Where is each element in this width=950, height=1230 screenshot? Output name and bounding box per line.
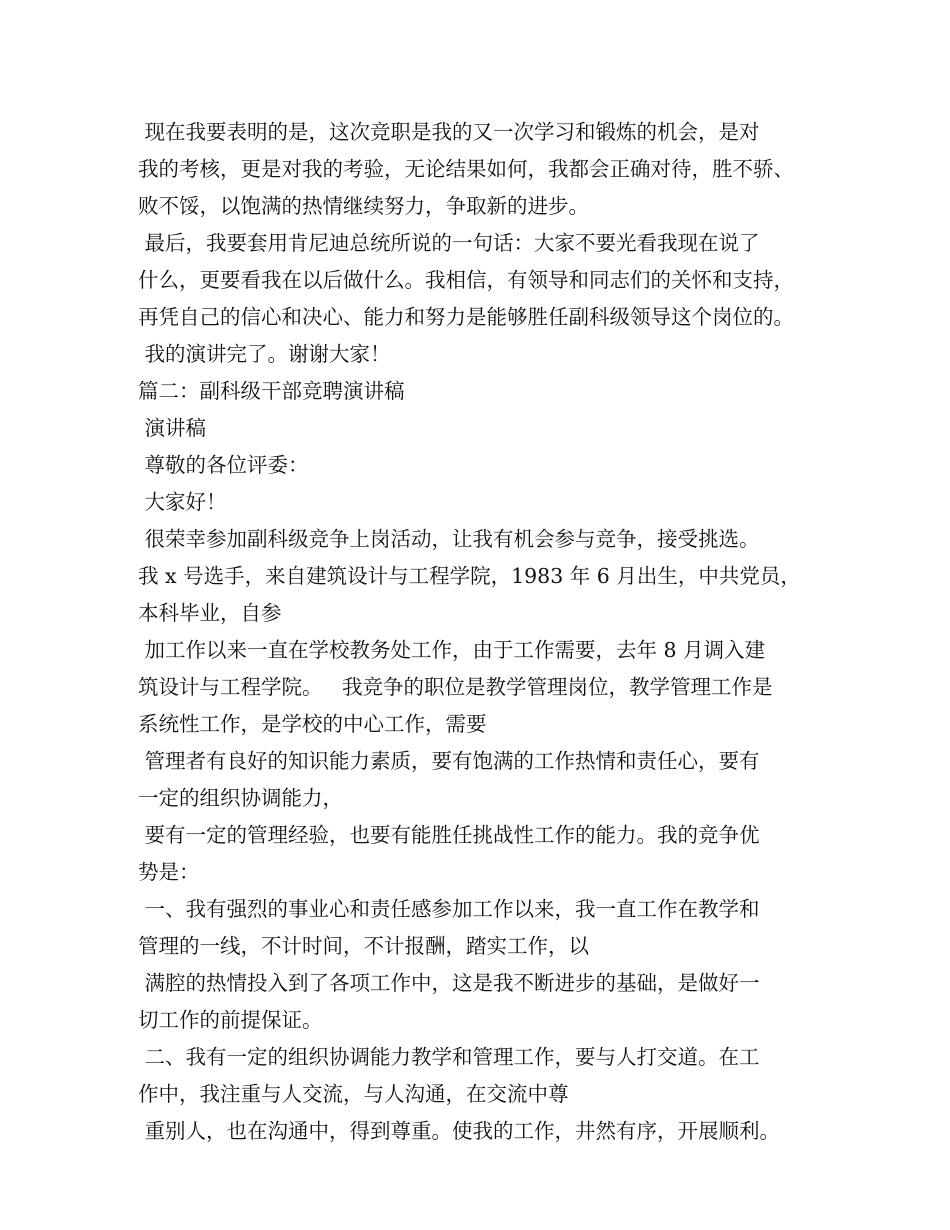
text-line: 一、我有强烈的事业心和责任感参加工作以来，我一直工作在教学和 [138, 897, 760, 921]
text-line: 系统性工作，是学校的中心工作，需要 [138, 712, 487, 736]
text-line: 尊敬的各位评委： [138, 453, 309, 477]
text-line: 势是： [138, 860, 200, 884]
text-line: 加工作以来一直在学校教务处工作，由于工作需要，去年 8 月调入建 [138, 638, 766, 662]
text-line: 切工作的前提保证。 [138, 1008, 323, 1032]
text-line: 作中，我注重与人交流，与人沟通，在交流中尊 [138, 1082, 569, 1106]
text-line: 我 x 号选手，来自建筑设计与工程学院，1983 年 6 月出生，中共党员， [138, 564, 801, 588]
text-line: 我的演讲完了。谢谢大家！ [138, 342, 391, 366]
text-line: 大家好！ [138, 490, 227, 514]
text-line: 重别人，也在沟通中，得到尊重。使我的工作，井然有序，开展顺利。 [138, 1119, 781, 1143]
text-line: 很荣幸参加副科级竞争上岗活动，让我有机会参与竞争，接受挑选。 [138, 527, 760, 551]
text-line: 现在我要表明的是，这次竞职是我的又一次学习和锻炼的机会，是对 [138, 120, 760, 144]
text-line: 满腔的热情投入到了各项工作中，这是我不断进步的基础，是做好一 [138, 971, 760, 995]
text-line: 再凭自己的信心和决心、能力和努力是能够胜任副科级领导这个岗位的。 [138, 305, 794, 329]
text-line: 本科毕业，自参 [138, 601, 282, 625]
text-line: 一定的组织协调能力， [138, 786, 343, 810]
text-line: 败不馁，以饱满的热情继续努力，争取新的进步。 [138, 194, 589, 218]
text-line: 要有一定的管理经验，也要有能胜任挑战性工作的能力。我的竞争优 [138, 823, 760, 847]
text-line: 我的考核，更是对我的考验，无论结果如何，我都会正确对待，胜不骄、 [138, 157, 794, 181]
text-line: 什么，更要看我在以后做什么。我相信，有领导和同志们的关怀和支持， [138, 268, 794, 292]
text-line: 筑设计与工程学院。 我竞争的职位是教学管理岗位，教学管理工作是 [138, 675, 773, 699]
text-line: 管理者有良好的知识能力素质，要有饱满的工作热情和责任心，要有 [138, 749, 760, 773]
text-line: 二、我有一定的组织协调能力教学和管理工作，要与人打交道。在工 [138, 1045, 760, 1069]
text-line: 管理的一线，不计时间，不计报酬，踏实工作，以 [138, 934, 589, 958]
document-body [138, 114, 828, 1150]
section-heading: 篇二：副科级干部竞聘演讲稿 [138, 379, 405, 403]
text-line: 最后，我要套用肯尼迪总统所说的一句话：大家不要光看我现在说了 [138, 231, 760, 255]
text-line: 演讲稿 [138, 416, 207, 440]
